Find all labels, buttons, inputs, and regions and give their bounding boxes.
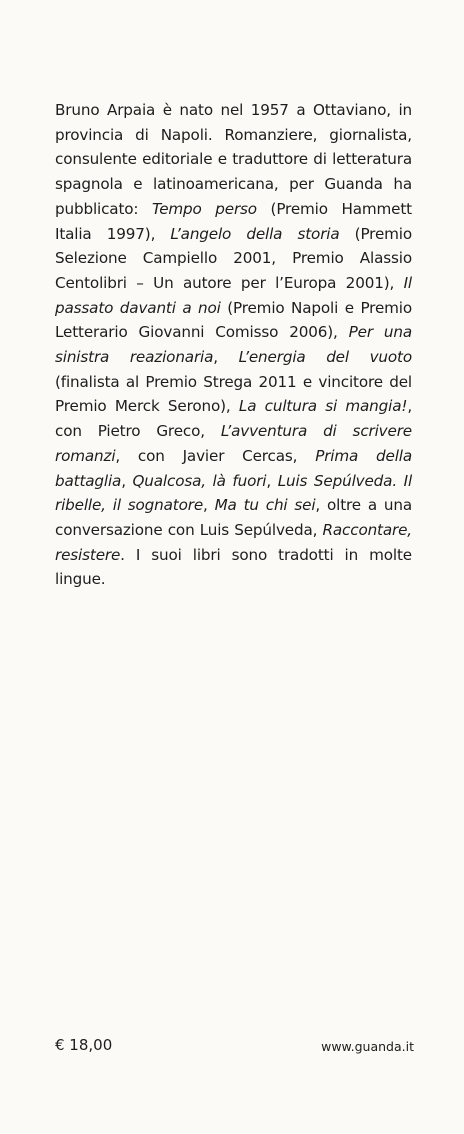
bio-text: ,	[266, 471, 278, 490]
book-title: Raccontare, resistere	[55, 520, 412, 564]
price-label: € 18,00	[55, 1036, 113, 1054]
book-title: Prima della battaglia	[55, 446, 412, 490]
book-title: Per una sinistra reazionaria	[55, 323, 412, 367]
bio-text: ,	[121, 471, 133, 490]
book-title: Luis Sepúlveda. Il ribelle, il sognatore	[55, 471, 413, 515]
book-title: L’angelo della storia	[170, 224, 340, 243]
book-title: Il passato davanti a noi	[55, 273, 412, 317]
book-title: L’avventura di scrivere romanzi	[55, 422, 412, 465]
author-biography	[55, 98, 412, 592]
bio-text: ,	[203, 496, 215, 515]
book-title: Ma tu chi sei	[214, 496, 316, 515]
bio-text: , con Pietro Greco,	[55, 397, 413, 441]
bio-text: . I suoi libri sono tradotti in molte lingue.	[55, 545, 412, 589]
book-title: La cultura si mangia!	[238, 397, 408, 416]
bio-text: (Premio Selezione Campiello 2001, Premio Alassio Centolibri – Un autore per l’Europa 2001),	[55, 224, 412, 292]
bio-text: (Premio Hammett Italia 1997),	[55, 199, 412, 243]
book-title: L’energia del vuoto	[238, 348, 412, 367]
bio-text: , con Javier Cercas,	[115, 446, 316, 465]
bio-text: Bruno Arpaia è nato nel 1957 a Ottaviano, in provincia di Napoli. Romanziere, giornalista, consulente editoriale e traduttore di letteratura spagnola e latinoamericana, per Guanda ha pubblicato:	[55, 101, 412, 218]
book-title: Tempo perso	[151, 199, 257, 218]
bio-text: (Premio Napoli e Premio Letterario Giovanni Comisso 2006),	[55, 298, 412, 342]
bio-text: , oltre a una conversazione con Luis Sepúlveda,	[55, 496, 412, 539]
bio-text: (finalista al Premio Strega 2011 e vincitore del Premio Merck Serono),	[55, 372, 412, 416]
publisher-website: www.guanda.it	[321, 1039, 414, 1054]
book-title: Qualcosa, là fuori	[132, 471, 267, 490]
bio-text: ,	[213, 348, 239, 367]
